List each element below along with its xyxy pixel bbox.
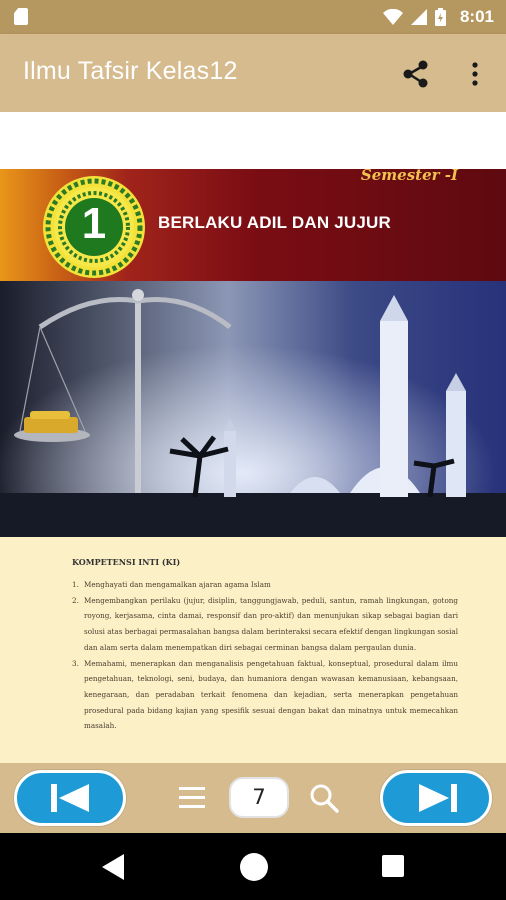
list-item: 2. Mengembangkan perilaku (jujur, disiplin, tanggungjawab, peduli, santun, ramah lingkungan, gotong royong, kerjasama, cinta damai, responsif dan pro-aktif) dan menunjukan sikap sebagai bagian dari solusi atas berbagai permasalahan bangsa dalam berinteraksi secara efektif dengan lingkungan sosial dan alam serta dalam menempatkan diri sebagai cerminan bangsa dalam pergaulan dunia. <box>72 595 458 652</box>
chapter-title: BERLAKU ADIL DAN JUJUR <box>158 213 391 232</box>
app-title: Ilmu Tafsir Kelas12 <box>23 57 238 85</box>
previous-page-button[interactable] <box>14 770 126 826</box>
share-icon <box>396 54 436 94</box>
sd-card-icon <box>14 8 28 25</box>
next-page-button[interactable] <box>380 770 492 826</box>
search-icon <box>306 780 342 816</box>
battery-icon <box>435 8 446 26</box>
search-button[interactable] <box>306 780 342 816</box>
recent-apps-icon[interactable] <box>382 855 404 877</box>
status-time: 8:01 <box>459 7 494 26</box>
status-bar <box>0 0 506 34</box>
chapter-badge <box>42 175 146 279</box>
more-options-button[interactable] <box>460 54 490 94</box>
page-number-field[interactable]: 7 <box>229 777 289 818</box>
table-of-contents-button[interactable] <box>174 780 210 816</box>
wifi-icon <box>383 9 403 25</box>
home-icon[interactable] <box>240 853 268 881</box>
system-navigation-bar <box>0 833 506 900</box>
back-icon[interactable] <box>100 852 128 882</box>
share-button[interactable] <box>396 54 436 94</box>
skip-next-icon <box>383 773 489 823</box>
app-bar <box>0 34 506 112</box>
book-page-viewer[interactable] <box>0 112 506 763</box>
cell-signal-icon <box>411 9 427 25</box>
competency-list <box>72 577 458 734</box>
skip-previous-icon <box>17 773 123 823</box>
semester-label: Semester -I <box>360 166 458 184</box>
menu-icon <box>174 780 210 816</box>
cover-illustration <box>0 281 506 537</box>
chapter-number: 1 <box>81 199 107 248</box>
competency-heading: KOMPETENSI INTI (KI) <box>72 557 181 567</box>
list-item: 3. Memahami, menerapkan dan menganalisis pengetahuan faktual, konseptual, prosedural dalam ilmu pengetahuan, teknologi, seni, budaya, dan humaniora dengan wawasan kemanusiaan, kebangsaan, kenegaraan, dan peradaban terkait fenomena dan kejadian, serta menerapkan pengetahuan prosedural pada bidang kajian yang spesifik sesuai dengan bakat dan minatnya untuk memecahkan masalah. <box>72 658 458 731</box>
competency-text-page <box>0 537 506 763</box>
more-vert-icon <box>460 54 490 94</box>
list-item: 1. Menghayati dan mengamalkan ajaran agama Islam <box>72 580 271 589</box>
page-control-bar <box>0 763 506 833</box>
